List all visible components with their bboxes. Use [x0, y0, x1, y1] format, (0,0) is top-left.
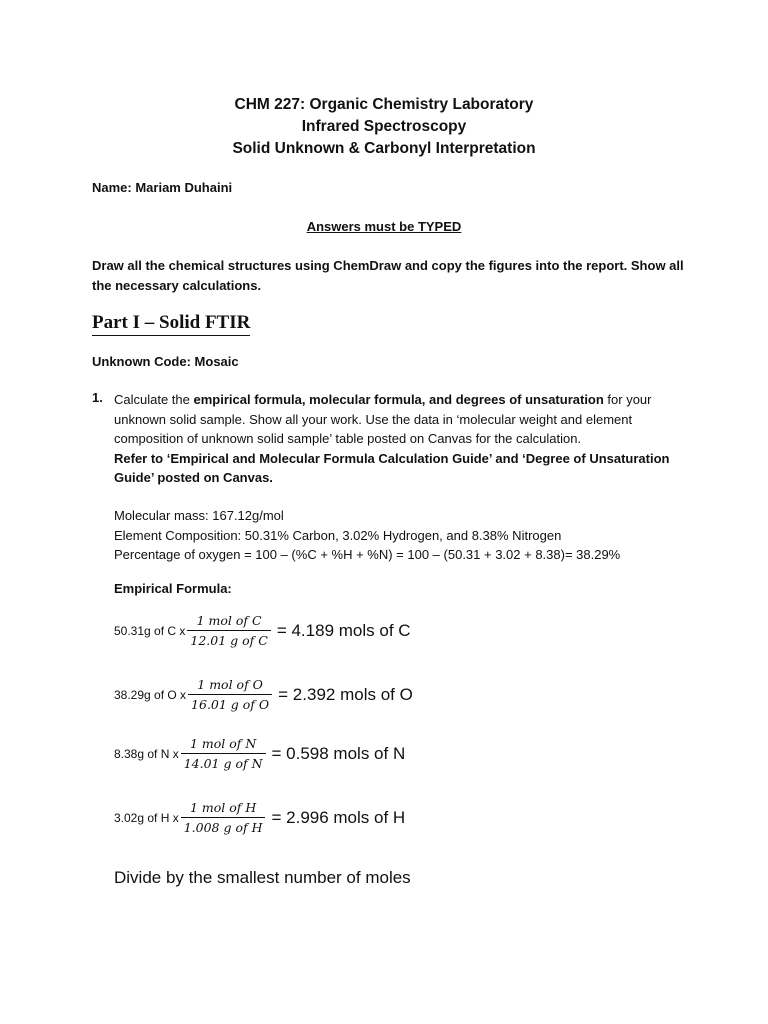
- sample-data: [114, 506, 620, 565]
- calc-result: = 0.598 mols of N: [271, 743, 406, 763]
- question-refer: Refer to ‘Empirical and Molecular Formula Calculation Guide’ and ‘Degree of Unsaturation Guide’ posted on Canvas.: [114, 450, 670, 485]
- calc-lead: 38.29g of O x: [114, 687, 187, 702]
- oxygen-percentage: Percentage of oxygen = 100 – (%C + %H + %N) = 100 – (50.31 + 3.02 + 8.38)= 38.29%: [114, 547, 621, 562]
- molecular-mass: Molecular mass: 167.12g/mol: [114, 508, 284, 523]
- calc-nitrogen: [114, 736, 405, 771]
- calc-lead: 3.02g of H x: [114, 810, 179, 825]
- question-pre: Calculate the: [114, 392, 194, 407]
- typed-notice: Answers must be TYPED: [306, 219, 462, 234]
- fraction-denominator: 1.008 g of H: [181, 817, 266, 835]
- document-title: [0, 94, 768, 160]
- question-post: for your unknown solid sample. Show all your work. Use the data in ‘molecular weight and element composition of unknown solid sample’ table posted on Canvas for the calculation.: [114, 392, 652, 446]
- fraction-denominator: 14.01 g of N: [181, 753, 266, 771]
- student-name: Name: Mariam Duhaini: [92, 180, 233, 195]
- calc-lead: 50.31g of C x: [114, 623, 186, 638]
- unknown-code: Unknown Code: Mosaic: [92, 354, 239, 369]
- fraction-numerator: 1 mol of C: [196, 613, 262, 628]
- lab-subtitle: Solid Unknown & Carbonyl Interpretation: [232, 140, 536, 157]
- fraction: [187, 613, 270, 648]
- instructions: Draw all the chemical structures using ChemDraw and copy the figures into the report. Show all the necessary calculations.: [92, 258, 684, 293]
- fraction-denominator: 12.01 g of C: [187, 630, 270, 648]
- calc-lead: 8.38g of N x: [114, 746, 179, 761]
- calc-oxygen: [114, 677, 413, 712]
- question-bold: empirical formula, molecular formula, and degrees of unsaturation: [193, 392, 604, 407]
- course-title: CHM 227: Organic Chemistry Laboratory: [234, 96, 534, 113]
- empirical-heading: Empirical Formula:: [114, 581, 232, 596]
- calc-result: = 2.392 mols of O: [278, 684, 413, 704]
- calc-result: = 2.996 mols of H: [271, 807, 406, 827]
- question-number: 1.: [92, 390, 103, 405]
- calc-carbon: [114, 613, 411, 648]
- fraction-numerator: 1 mol of O: [197, 677, 263, 692]
- fraction-numerator: 1 mol of H: [189, 800, 257, 815]
- calc-result: = 4.189 mols of C: [276, 620, 411, 640]
- fraction-denominator: 16.01 g of O: [188, 694, 272, 712]
- divide-instruction: Divide by the smallest number of moles: [114, 868, 411, 887]
- part-heading: Part I – Solid FTIR: [92, 312, 250, 336]
- fraction-numerator: 1 mol of N: [189, 736, 257, 751]
- fraction: [188, 677, 272, 712]
- question-text: [114, 390, 689, 488]
- fraction: [181, 800, 266, 835]
- fraction: [181, 736, 266, 771]
- element-composition: Element Composition: 50.31% Carbon, 3.02% Hydrogen, and 8.38% Nitrogen: [114, 527, 562, 543]
- calc-hydrogen: [114, 800, 405, 835]
- lab-title: Infrared Spectroscopy: [301, 118, 467, 135]
